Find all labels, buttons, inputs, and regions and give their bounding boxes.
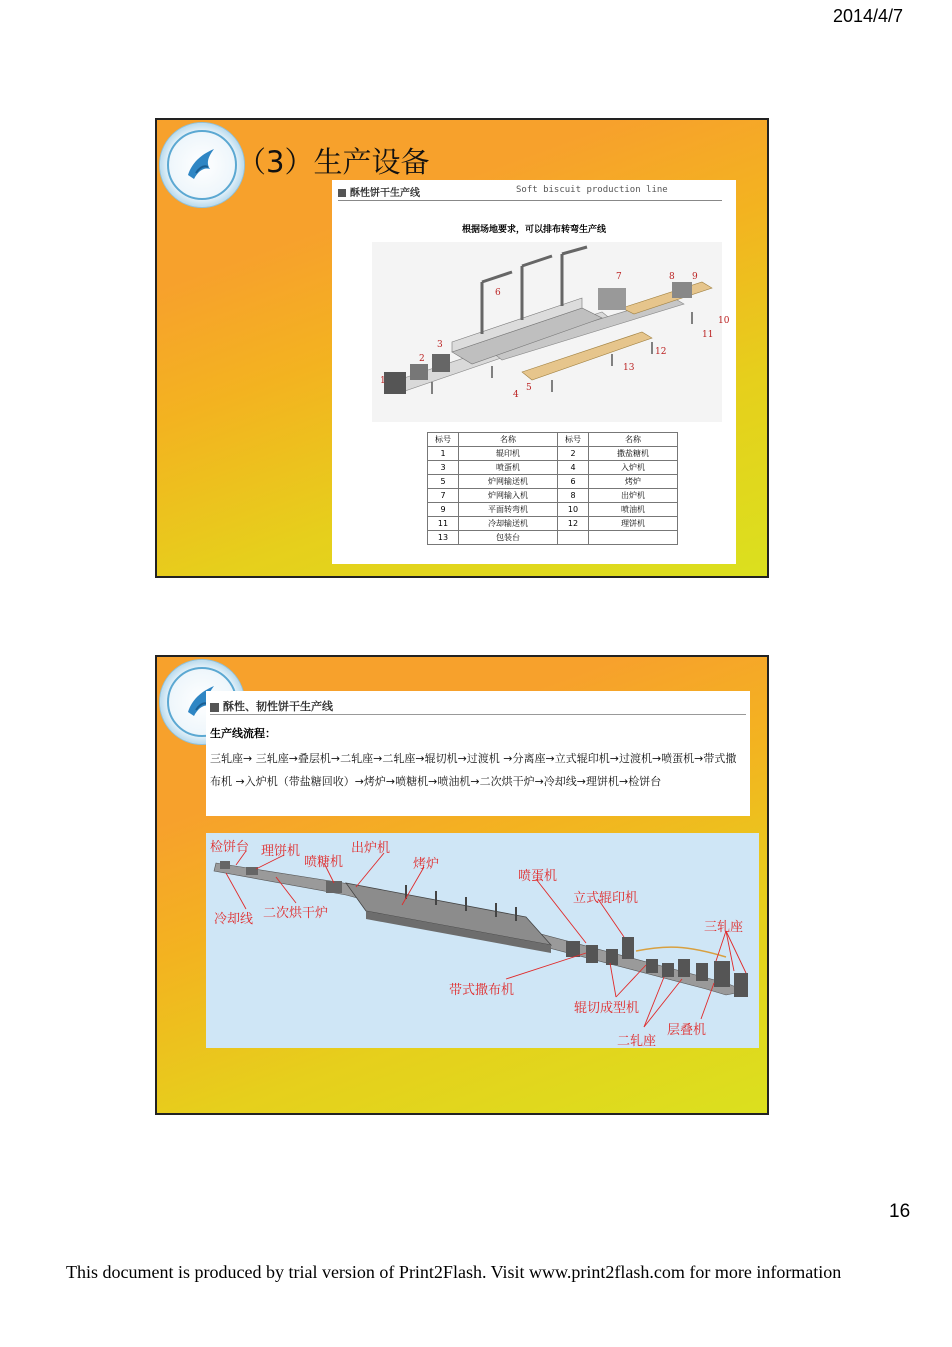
slide-biscuit-production-line (155, 655, 769, 1115)
line-layout-illustration (206, 833, 759, 1048)
label-lengquexian: 冷却线 (214, 912, 254, 927)
label-cengdieji: 层叠机 (667, 1023, 707, 1038)
label-lishigunyinji: 立式辊印机 (573, 891, 639, 906)
table-row: 1 辊印机 2 撒盐糖机 (428, 447, 678, 461)
callout-12: 12 (655, 347, 667, 357)
callout-13: 13 (623, 363, 635, 373)
table-row: 13 包装台 (428, 531, 678, 545)
trial-footer-notice: This document is produced by trial version of Print2Flash. Visit www.print2flash.com for more information (66, 1262, 842, 1282)
table-row: 5 炉网输送机 6 烤炉 (428, 475, 678, 489)
panel-title: 酥性饼干生产线 (350, 188, 420, 199)
parts-table (427, 432, 678, 545)
flow-label: 生产线流程： (210, 727, 276, 740)
label-erzhazuo: 二轧座 (617, 1034, 657, 1049)
panel-title: 酥性、韧性饼干生产线 (223, 700, 333, 713)
table-row: 3 喷蛋机 4 入炉机 (428, 461, 678, 475)
slide-production-equipment (155, 118, 769, 578)
production-line-illustration (372, 242, 722, 422)
callout-7: 7 (616, 272, 622, 282)
label-gunqie: 辊切成型机 (574, 1001, 640, 1016)
label-libingji: 理饼机 (261, 844, 301, 859)
table-row: 11 冷却输送机 12 理饼机 (428, 517, 678, 531)
label-kaolu: 烤炉 (413, 857, 440, 872)
document-date: 2014/4/7 (833, 6, 904, 26)
university-logo (159, 122, 245, 208)
label-chuluji: 出炉机 (351, 841, 391, 856)
slide-title: （3）生产设备 (237, 145, 430, 179)
callout-2: 2 (419, 354, 425, 364)
label-daishisabuji: 带式撒布机 (449, 983, 515, 998)
callout-10: 10 (718, 316, 730, 326)
label-pendanji: 喷蛋机 (518, 869, 558, 884)
table-row: 9 平面转弯机 10 喷油机 (428, 503, 678, 517)
panel-subtitle: 根据场地要求，可以排布转弯生产线 (461, 225, 606, 235)
collapse-square-icon (210, 703, 219, 712)
line-layout-diagram (206, 833, 759, 1048)
flow-text: 三轧座→ 三轧座→叠层机→二轧座→二轧座→辊切机→过渡机 →分离座→立式辊印机→过渡机→喷蛋机→带式撒布机 →入炉机（带盐糖回收）→烤炉→喷糖机→喷油机→二次烘干炉→冷却线→理饼机→检饼台 (210, 752, 737, 788)
table-row: 7 炉网输入机 8 出炉机 (428, 489, 678, 503)
panel-header (338, 184, 722, 201)
label-jianbingtai: 检饼台 (210, 840, 250, 855)
panel-header (210, 698, 746, 715)
label-pentangji: 喷糖机 (304, 855, 344, 870)
callout-4: 4 (513, 390, 519, 400)
callout-6: 6 (495, 288, 501, 298)
callout-3: 3 (437, 340, 443, 350)
callout-1: 1 (380, 376, 386, 386)
production-line-figure (332, 180, 736, 564)
callout-5: 5 (526, 383, 532, 393)
page-number: 16 (889, 1201, 911, 1222)
label-sanzhazuo: 三轧座 (704, 920, 744, 935)
process-flow-panel (206, 691, 750, 816)
panel-title-en: Soft biscuit production line (516, 185, 668, 195)
callout-9: 9 (692, 272, 698, 282)
callout-8: 8 (669, 272, 675, 282)
callout-11: 11 (702, 330, 714, 340)
table-header-row: 标号 名称 标号 名称 (428, 433, 678, 447)
collapse-square-icon (338, 189, 346, 197)
label-ercihonggan: 二次烘干炉 (263, 906, 329, 921)
bird-emblem-icon (184, 145, 220, 183)
